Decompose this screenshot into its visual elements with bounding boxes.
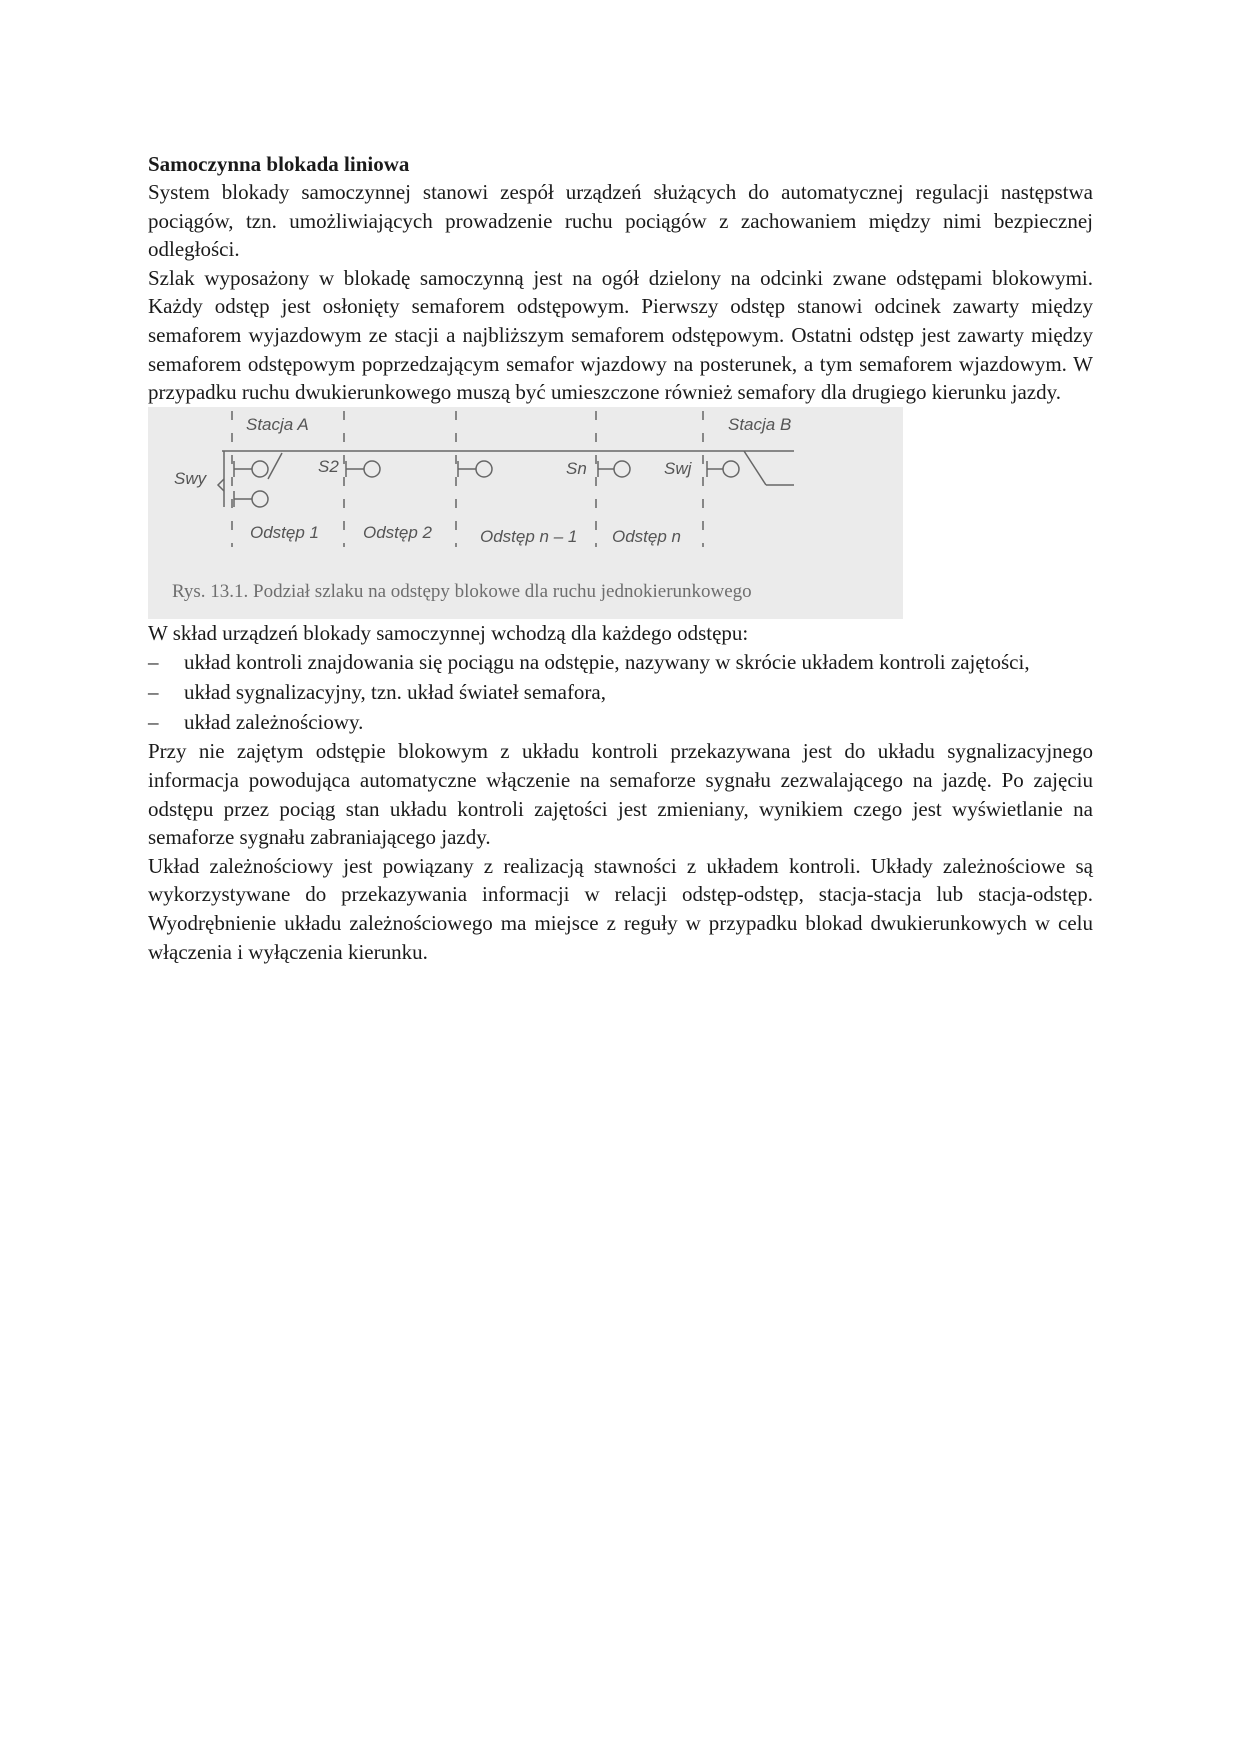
list-dash: – [148, 710, 159, 735]
label-swj: Swj [664, 458, 692, 478]
swy-upper-signal [252, 461, 268, 477]
list-item-text: układ kontroli znajdowania się pociągu na odstępie, nazywany w skrócie układem kontroli zajętości, [184, 650, 1030, 675]
label-s2: S2 [318, 456, 339, 476]
label-swy: Swy [174, 468, 207, 488]
document-title: Samoczynna blokada liniowa [148, 152, 410, 176]
list-intro: W skład urządzeń blokady samoczynnej wchodzą dla każdego odstępu: [148, 620, 749, 645]
list-item-text: układ sygnalizacyjny, tzn. układ świateł semafora, [184, 680, 606, 705]
list-dash: – [148, 650, 159, 675]
block-diagram-figure [148, 407, 903, 619]
paragraph-3: Przy nie zajętym odstępie blokowym z układu kontroli przekazywana jest do układu sygnalizacyjnego informacja powodująca automatyczne włączenie na semaforze sygnału zezwalającego na jazdę. Po zajęciu odstępu przez pociąg stan układu kontroli zajętości jest zmieniany, wynikiem czego jest wyświetlanie na semaforze sygnału zabraniającego jazdy. [148, 739, 1093, 850]
figure-caption: Rys. 13.1. Podział szlaku na odstępy blokowe dla ruchu jednokierunkowego [172, 580, 752, 602]
sn-signal [614, 461, 630, 477]
list-item [148, 707, 1093, 737]
s2-signal [364, 461, 380, 477]
paragraph-2: Szlak wyposażony w blokadę samoczynną jest na ogół dzielony na odcinki zwane odstępami blokowymi. Każdy odstęp jest osłonięty semaforem odstępowym. Pierwszy odstęp stanowi odcinek zawarty między semaforem wyjazdowym ze stacji a najbliższym semaforem odstępowym. Ostatni odstęp jest zawarty między semaforem odstępowym poprzedzającym semafor wjazdowy na posterunek, a tym semaforem wjazdowym. W przypadku ruchu dwukierunkowego muszą być umieszczone również semafory dla drugiego kierunku jazdy. [148, 265, 1093, 405]
component-list [148, 647, 1093, 737]
swy-bracket-tip [218, 479, 224, 491]
list-item-text: układ zależnościowy. [184, 710, 364, 735]
swj-signal [723, 461, 739, 477]
paragraph-1: System blokady samoczynnej stanowi zespół urządzeń służących do automatycznej regulacji następstwa pociągów, tzn. umożliwiających prowadzenie ruchu pociągów z zachowaniem między nimi bezpiecznej odległości. [148, 180, 1093, 262]
label-segment-n1: Odstęp n – 1 [480, 526, 578, 546]
document-page [148, 150, 1093, 966]
list-item [148, 647, 1093, 677]
label-segment-1: Odstęp 1 [250, 522, 319, 542]
middle-signal [476, 461, 492, 477]
label-segment-2: Odstęp 2 [363, 522, 432, 542]
label-station-a: Stacja A [246, 414, 309, 434]
label-station-b: Stacja B [728, 414, 792, 434]
swy-lower-signal [252, 491, 268, 507]
list-item [148, 677, 1093, 707]
label-sn: Sn [566, 458, 587, 478]
label-segment-n: Odstęp n [612, 526, 681, 546]
switch-b [744, 451, 766, 485]
switch-a [268, 453, 282, 479]
paragraph-4: Układ zależnościowy jest powiązany z realizacją stawności z układem kontroli. Układy zależnościowe są wykorzystywane do przekazywania informacji w relacji odstęp-odstęp, stacja-stacja lub stacja-odstęp. Wyodrębnienie układu zależnościowego ma miejsce z reguły w przypadku blokad dwukierunkowych w celu włączenia i wyłączenia kierunku. [148, 853, 1093, 964]
list-dash: – [148, 680, 159, 705]
